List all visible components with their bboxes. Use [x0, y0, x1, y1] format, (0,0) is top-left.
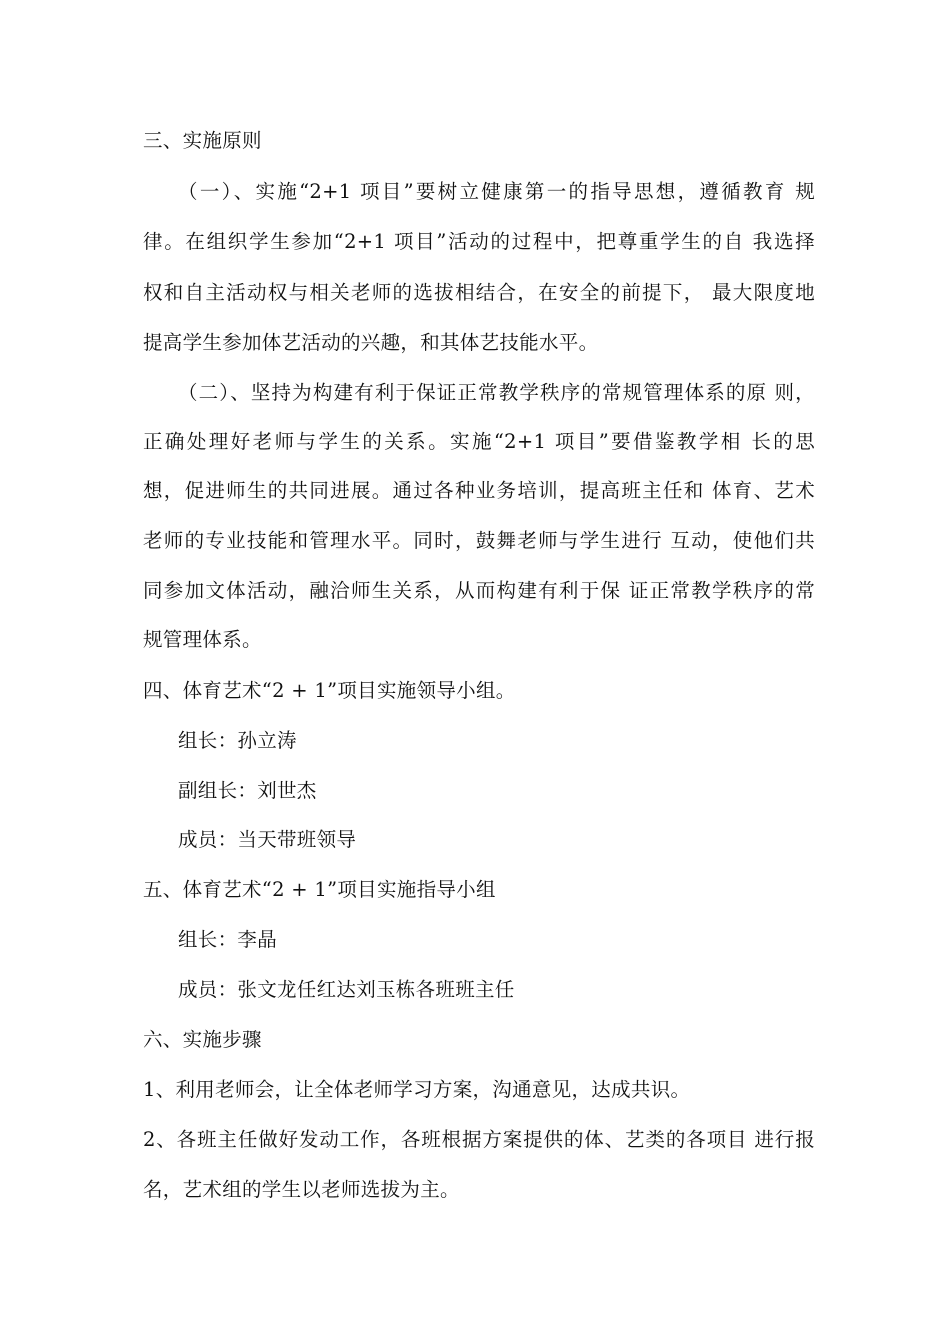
section-heading-4: 四、体育艺术“2 + 1”项目实施领导小组。	[143, 679, 516, 702]
step-2-line-2: 名，艺术组的学生以老师选拔为主。	[143, 1178, 460, 1201]
principle-2-line-2: 正确处理好老师与学生的关系。实施“2+1 项目”要借鉴教学相 长的思	[143, 430, 815, 453]
leader-group-deputy: 副组长：刘世杰	[178, 779, 317, 802]
section-heading-6: 六、实施步骤	[143, 1028, 262, 1051]
principle-2-line-4: 老师的专业技能和管理水平。同时，鼓舞老师与学生进行 互动，使他们共	[143, 529, 815, 552]
principle-1-line-4: 提高学生参加体艺活动的兴趣，和其体艺技能水平。	[143, 331, 599, 354]
step-2-line-1: 2、各班主任做好发动工作，各班根据方案提供的体、艺类的各项目 进行报	[143, 1128, 815, 1151]
principle-2-line-3: 想，促进师生的共同进展。通过各种业务培训，提高班主任和 体育、艺术	[143, 479, 815, 502]
guide-group-members: 成员：张文龙任红达刘玉栋各班班主任	[178, 978, 515, 1001]
leader-group-members: 成员：当天带班领导	[178, 828, 357, 851]
principle-1-line-1: （一）、实施“2+1 项目”要树立健康第一的指导思想，遵循教育 规	[178, 180, 815, 203]
principle-1-line-3: 权和自主活动权与相关老师的选拔相结合，在安全的前提下， 最大限度地	[143, 281, 815, 304]
step-1: 1、利用老师会，让全体老师学习方案，沟通意见，达成共识。	[143, 1078, 691, 1101]
principle-2-line-1: （二）、坚持为构建有利于保证正常教学秩序的常规管理体系的原 则，	[178, 381, 815, 404]
principle-2-line-6: 规管理体系。	[143, 628, 262, 651]
principle-2-line-5: 同参加文体活动，融洽师生关系，从而构建有利于保 证正常教学秩序的常	[143, 579, 815, 602]
guide-group-head: 组长：李晶	[178, 928, 278, 951]
section-heading-5: 五、体育艺术“2 + 1”项目实施指导小组	[143, 878, 496, 901]
section-heading-3: 三、实施原则	[143, 129, 262, 152]
leader-group-head: 组长：孙立涛	[178, 729, 297, 752]
principle-1-line-2: 律。在组织学生参加“2+1 项目”活动的过程中，把尊重学生的自 我选择	[143, 230, 815, 253]
